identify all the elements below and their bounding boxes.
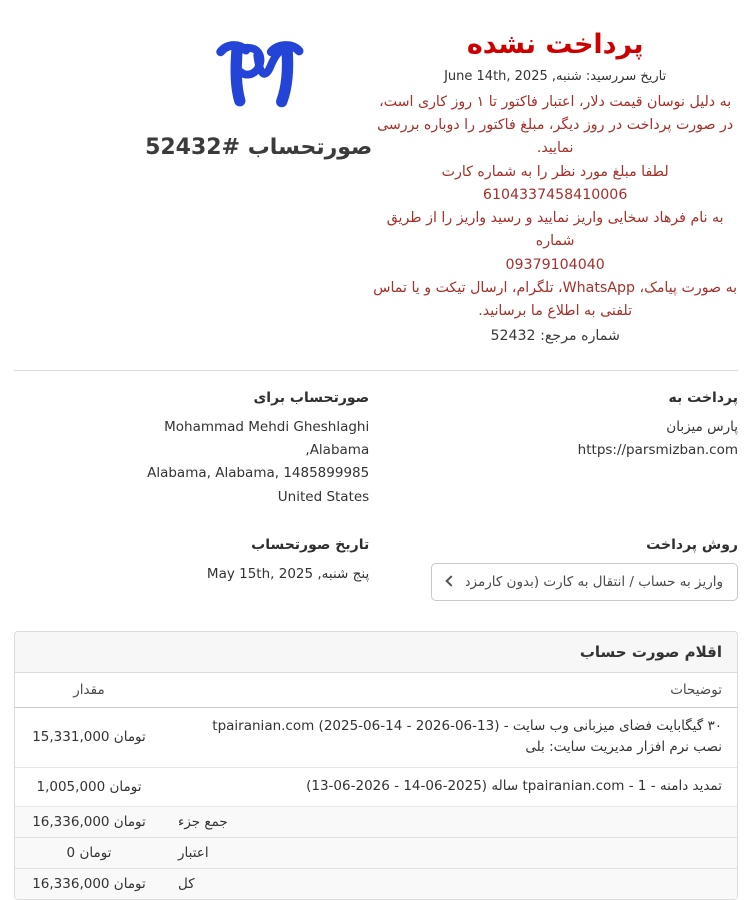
item-amount: 1,005,000 تومان	[36, 778, 142, 795]
payment-notice-block	[372, 0, 738, 348]
notice-line: به نام فرهاد سخایی واریز نمایید و رسید واریز را از طریق شماره	[386, 210, 724, 250]
item-description-detail: نصب نرم افزار مدیریت سایت: بلی	[525, 739, 722, 756]
client-address-line: Alabama, Alabama, 1485899985	[147, 465, 370, 482]
payment-method-select[interactable]	[431, 563, 738, 601]
pay-to-block	[369, 388, 738, 509]
total-row	[15, 868, 737, 899]
subtotal-label: جمع جزء	[163, 806, 737, 837]
table-header-row	[15, 673, 737, 708]
payment-status-title: پرداخت نشده	[466, 29, 644, 60]
pay-to-label: پرداخت به	[668, 389, 738, 406]
amount-column-header: مقدار	[15, 673, 163, 708]
billing-info-section	[14, 388, 738, 509]
payment-method-section	[14, 535, 738, 601]
phone-number: 09379104040	[505, 256, 605, 273]
pars-mizban-logo-icon	[211, 33, 307, 117]
total-amount: 16,336,000 تومان	[32, 875, 146, 892]
table-row	[15, 767, 737, 806]
invoiced-to-label: صورتحساب برای	[253, 389, 370, 406]
card-number: 6104337458410006	[482, 186, 628, 203]
credit-row	[15, 837, 737, 868]
client-country: United States	[277, 488, 370, 505]
item-amount: 15,331,000 تومان	[32, 729, 146, 746]
notice-line: به دلیل نوسان قیمت دلار، اعتبار فاکتور تا ۱ روز کاری است، در صورت پرداخت در روز دیگر، مبلغ فاکتور را دوباره بررسی نمایید.	[377, 93, 734, 157]
invoice-items-table	[15, 673, 737, 899]
payment-method-label: روش پرداخت	[646, 536, 738, 553]
invoice-items-panel	[14, 631, 738, 900]
notice-line: به صورت پیامک، WhatsApp، تلگرام، ارسال تیکت و یا تماس تلفنی به اطلاع ما برسانید.	[373, 280, 738, 320]
items-panel-title: اقلام صورت حساب	[15, 632, 737, 673]
invoice-header	[14, 0, 738, 348]
client-name: Mohammad Mehdi Gheshlaghi	[164, 418, 370, 435]
client-address-line: Alabama,	[305, 442, 370, 459]
item-description: تمدید دامنه - tpairanian.com - 1 ساله (2025-06-14 - 2026-06-13)	[306, 777, 722, 794]
subtotal-amount: 16,336,000 تومان	[32, 813, 146, 830]
credit-label: اعتبار	[163, 837, 737, 868]
logo-column	[14, 0, 372, 348]
invoice-date-label: تاریخ صورتحساب	[251, 536, 370, 553]
payment-method-block	[369, 535, 738, 601]
description-column-header: توضیحات	[163, 673, 737, 708]
invoice-number-title: صورتحساب #52432	[145, 135, 373, 160]
reference-number-line: شماره مرجع: 52432	[490, 327, 620, 344]
invoice-date-block	[14, 535, 369, 601]
table-row	[15, 707, 737, 767]
total-label: کل	[178, 875, 195, 892]
notice-line: لطفا مبلغ مورد نظر را به شماره کارت	[441, 163, 669, 180]
pay-to-url: https://parsmizban.com	[577, 442, 738, 459]
invoice-date-value: پنج شنبه, May 15th, 2025	[206, 565, 370, 582]
subtotal-row	[15, 806, 737, 837]
credit-amount: 0 تومان	[66, 844, 112, 861]
item-description: ۳۰ گیگابایت فضای میزبانی وب سایت - tpairanian.com (2025-06-14 - 2026-06-13)	[212, 717, 722, 734]
due-date-line: تاریخ سررسید: شنبه, June 14th, 2025	[444, 68, 667, 84]
invoiced-to-block	[14, 388, 369, 509]
section-divider	[14, 370, 738, 371]
pay-to-company: پارس میزبان	[666, 418, 738, 435]
